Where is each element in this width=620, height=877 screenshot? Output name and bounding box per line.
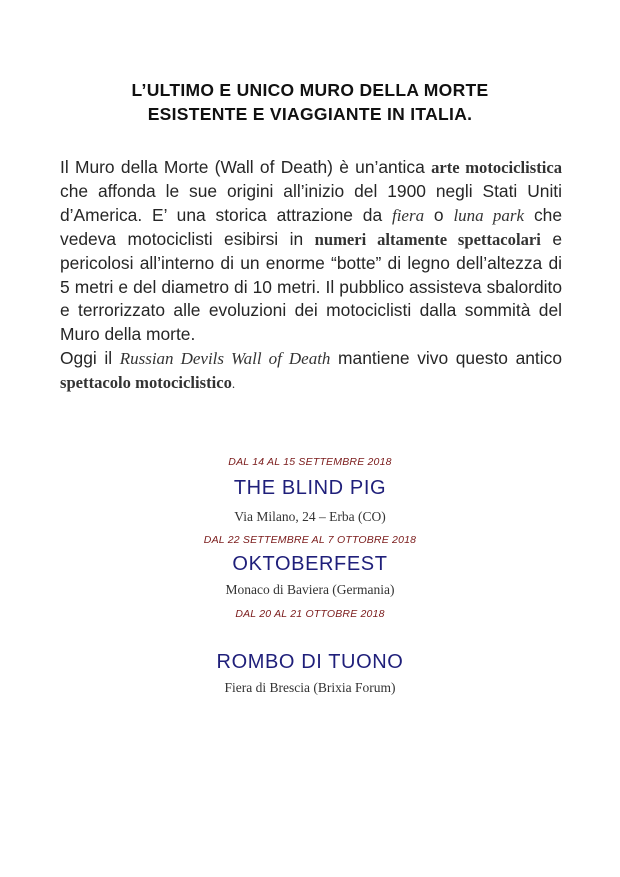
p2-text-3: . bbox=[231, 376, 236, 392]
event-name: THE BLIND PIG bbox=[233, 477, 387, 499]
p1-italic-luna-park: luna park bbox=[453, 205, 525, 225]
event-item bbox=[60, 455, 560, 526]
p1-bold-numeri-spettacolari: numeri altamente spettacolari bbox=[314, 229, 541, 249]
p1-text-5: e pericolosi all’interno di un enorme “botte” di legno dell’altezza di 5 metri e del diametro di 10 metri. Il pubblico assisteva sbalordito e terrorizzato alle evoluzioni dei motociclisti dalla sommità del Muro della morte. bbox=[60, 228, 562, 345]
event-item bbox=[60, 607, 560, 697]
description-text bbox=[60, 156, 562, 396]
title-line-1: L’ULTIMO E UNICO MURO DELLA MORTE bbox=[131, 80, 489, 100]
event-list bbox=[60, 455, 560, 697]
event-location: Fiera di Brescia (Brixia Forum) bbox=[224, 680, 396, 695]
event-location: Via Milano, 24 – Erba (CO) bbox=[234, 509, 386, 524]
p2-bold-spettacolo: spettacolo motociclistico bbox=[60, 373, 232, 393]
p2-text-2: mantiene vivo questo antico bbox=[330, 348, 562, 369]
p1-text-1: Il Muro della Morte (Wall of Death) è un’antica bbox=[60, 157, 432, 177]
event-item bbox=[60, 533, 560, 599]
p1-text-3: o bbox=[424, 204, 454, 225]
description-paragraph-1 bbox=[60, 156, 562, 347]
event-name: ROMBO DI TUONO bbox=[216, 651, 404, 673]
document-title bbox=[40, 78, 580, 126]
event-name: OKTOBERFEST bbox=[232, 553, 388, 575]
description-paragraph-2 bbox=[60, 347, 562, 396]
event-location: Monaco di Baviera (Germania) bbox=[225, 582, 395, 597]
title-line-2: ESISTENTE E VIAGGIANTE IN ITALIA. bbox=[147, 104, 473, 124]
event-date: DAL 22 SETTEMBRE AL 7 OTTOBRE 2018 bbox=[203, 534, 417, 546]
p2-italic-russian-devils: Russian Devils Wall of Death bbox=[119, 349, 331, 369]
p1-italic-fiera: fiera bbox=[391, 205, 425, 225]
event-date: DAL 20 AL 21 OTTOBRE 2018 bbox=[235, 608, 385, 620]
p1-text-4: che vedeva motociclisti esibirsi in bbox=[60, 204, 562, 249]
p1-bold-arte-motociclistica: arte motociclistica bbox=[431, 158, 562, 177]
event-date: DAL 14 AL 15 SETTEMBRE 2018 bbox=[228, 456, 392, 468]
p1-text-2: che affonda le sue origini all’inizio del 1900 negli Stati Uniti d’America. E’ una storica attrazione da bbox=[60, 180, 562, 225]
p2-text-1: Oggi il bbox=[60, 348, 120, 369]
